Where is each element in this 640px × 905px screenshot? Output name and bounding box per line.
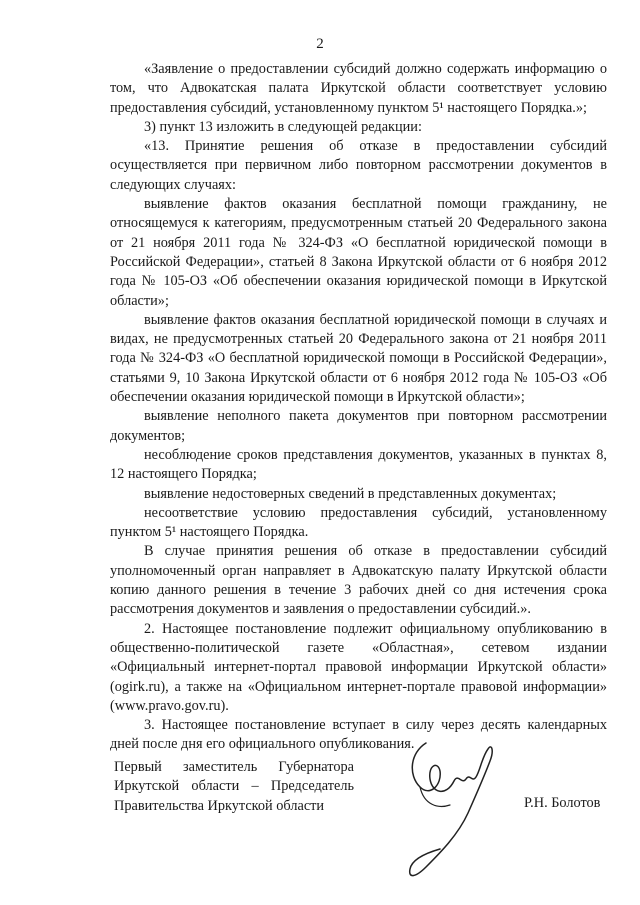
paragraph-9: несоответствие условию предоставления субсидий, установленному пунктом 5¹ настоящего Порядка. bbox=[110, 504, 607, 541]
handwritten-signature bbox=[380, 735, 520, 885]
paragraph-10: В случае принятия решения об отказе в предоставлении субсидий уполномоченный орган направляет в Адвокатскую палату Иркутской области копию данного решения в течение 3 рабочих дней со дня истечения срока рассмотрения документов и заявления о предоставлении субсидий.». bbox=[110, 543, 607, 618]
paragraph-12: 3. Настоящее постановление вступает в силу через десять календарных дней после дня его официального опубликования. bbox=[110, 717, 607, 753]
paragraph-5: выявление фактов оказания бесплатной юридической помощи в случаях и видах, не предусмотренных статьей 20 Федерального закона от 21 ноября 2011 года № 324-ФЗ «О бесплатной юридической помощи в Российской Федерации», статьями 9, 10 Закона Иркутской области от 6 ноября 2012 года № 105-ОЗ «Об обеспечении оказания юридической помощи в Иркутской области»; bbox=[110, 311, 607, 406]
paragraph-7: несоблюдение сроков представления документов, указанных в пунктах 8, 12 настоящего Порядка; bbox=[110, 446, 607, 483]
paragraph-8: выявление недостоверных сведений в представленных документах; bbox=[144, 485, 557, 502]
paragraph-11: 2. Настоящее постановление подлежит официальному опубликованию в общественно-политической газете «Областная», сетевом издании «Официальный интернет-портал правовой информации Иркутской области» (ogirk.ru), а также на «Официальном интернет-портале правовой информации» (www.pravo.gov.ru). bbox=[110, 620, 607, 714]
paragraph-2: 3) пункт 13 изложить в следующей редакции: bbox=[144, 118, 422, 135]
signatory-name: Р.Н. Болотов bbox=[524, 795, 601, 811]
signatory-title bbox=[114, 758, 354, 816]
document-body bbox=[110, 60, 607, 755]
page-number: 2 bbox=[316, 36, 324, 52]
signatory-title-line: Первый заместитель Губернатора bbox=[114, 759, 354, 775]
signatory-title-line: Правительства Иркутской области bbox=[114, 797, 325, 814]
paragraph-3: «13. Принятие решения об отказе в предоставлении субсидий осуществляется при первичном либо повторном рассмотрении документов в следующих случаях: bbox=[110, 138, 607, 193]
paragraph-4: выявление фактов оказания бесплатной помощи гражданину, не относящемуся к категориям, предусмотренным статьей 20 Федерального закона от 21 ноября 2011 года № 324-ФЗ «О бесплатной юридической помощи в Российской Федерации», статьей 8 Закона Иркутской области от 6 ноября 2012 года № 105-ОЗ «Об обеспечении оказания юридической помощи в Иркутской области»; bbox=[110, 196, 607, 309]
paragraph-6: выявление неполного пакета документов при повторном рассмотрении документов; bbox=[110, 408, 607, 444]
signatory-title-line: Иркутской области – Председатель bbox=[114, 778, 354, 795]
paragraph-1: «Заявление о предоставлении субсидий должно содержать информацию о том, что Адвокатская палата Иркутской области соответствует условию предоставления субсидий, установленному пунктом 5¹ настоящего Порядка.»; bbox=[110, 61, 607, 116]
